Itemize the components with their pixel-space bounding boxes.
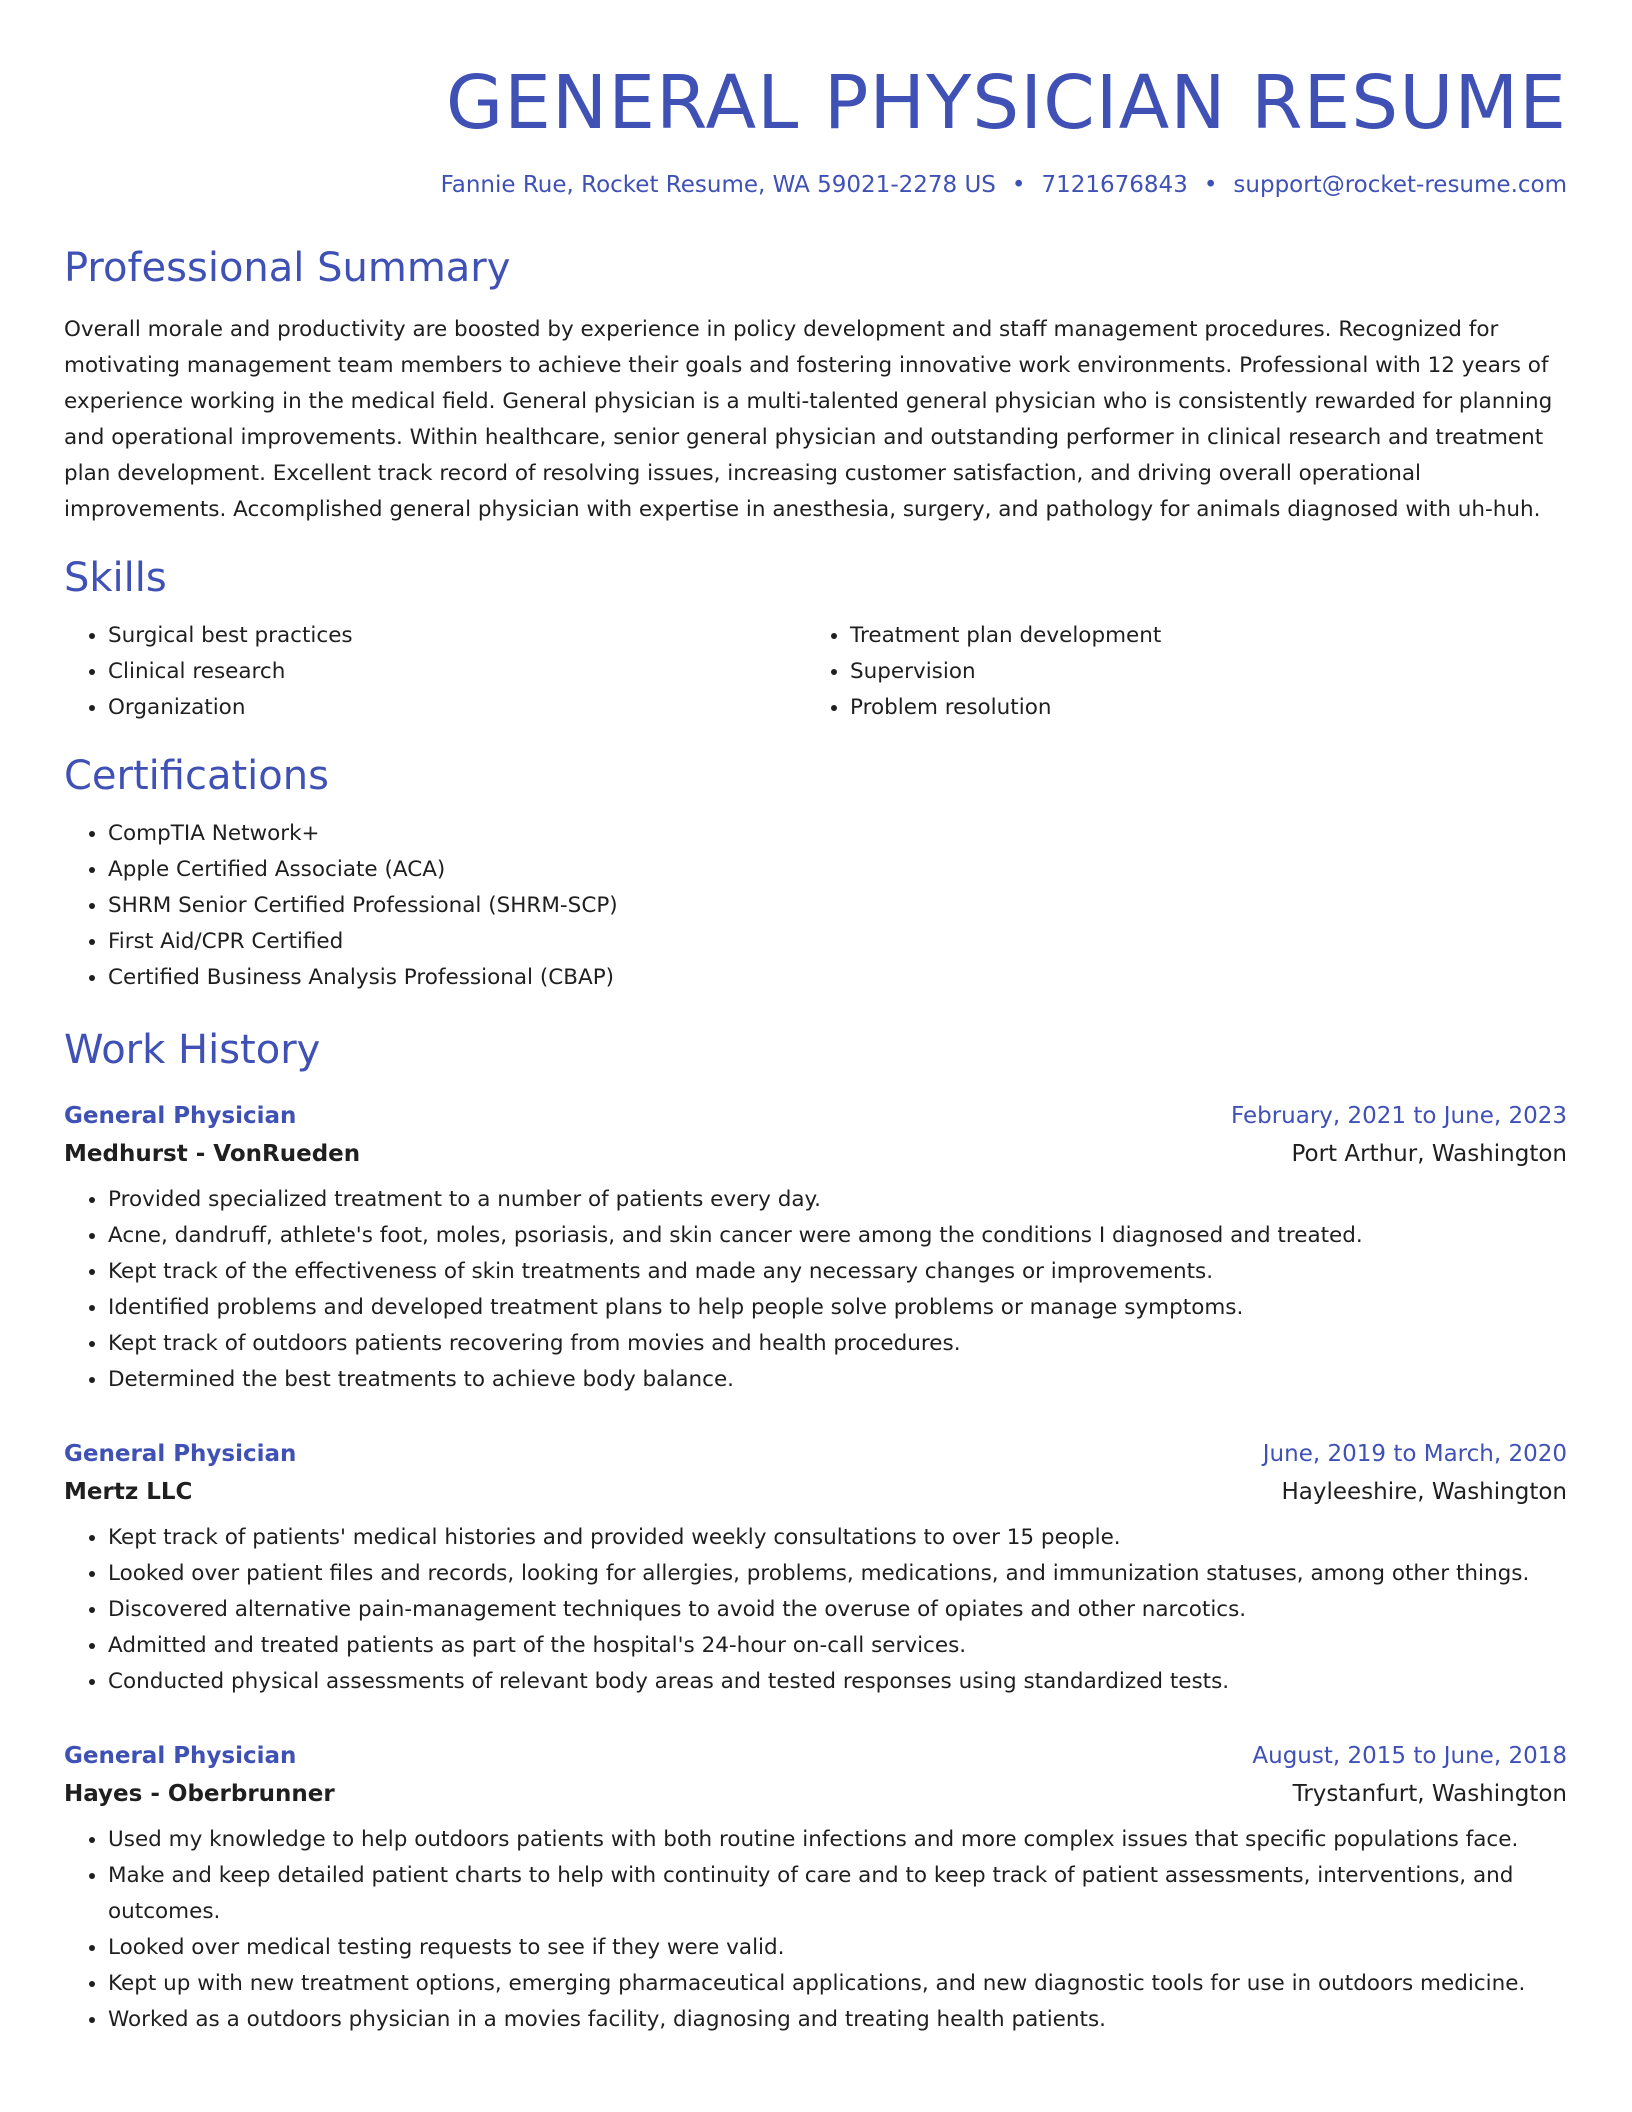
skills-section [64, 552, 1567, 726]
job-location: Port Arthur, Washington [1291, 1141, 1567, 1167]
job-company: Medhurst - VonRueden [64, 1141, 361, 1167]
resume-title: GENERAL PHYSICIAN RESUME [445, 60, 1567, 146]
job-title: General Physician [64, 1441, 297, 1467]
job-duties-list [64, 1520, 1567, 1700]
job-duty-item: • Acne, dandruff, athlete's foot, moles, psoriasis, and skin cancer were among the conditions I diagnosed and treated. [108, 1218, 1567, 1254]
professional-summary-section [64, 242, 1567, 528]
job-duty-item: • Used my knowledge to help outdoors patients with both routine infections and more complex issues that specific populations face. [108, 1822, 1567, 1858]
job-duty-item: • Admitted and treated patients as part of the hospital's 24-hour on-call services. [108, 1628, 1567, 1664]
summary-text: Overall morale and productivity are boosted by experience in policy development and staff management procedures. Recognized for motivating management team members to achieve their goals and fostering innovative work environments. Professional with 12 years of experience working in the medical field. General physician is a multi-talented general physician who is consistently rewarded for planning and operational improvements. Within healthcare, senior general physician and outstanding performer in clinical research and treatment plan development. Excellent track record of resolving issues, increasing customer satisfaction, and driving overall operational improvements. Accomplished general physician with expertise in anesthesia, surgery, and pathology for animals diagnosed with uh-huh. [64, 317, 1553, 522]
job-duty-item: • Kept track of the effectiveness of skin treatments and made any necessary changes or improvements. [108, 1254, 1567, 1290]
section-heading-certifications: Certifications [64, 753, 329, 799]
job-duty-item: • Worked as a outdoors physician in a movies facility, diagnosing and treating health patients. [108, 2002, 1567, 2038]
skill-item: • Organization [108, 690, 806, 726]
job-duty-item: • Identified problems and developed treatment plans to help people solve problems or manage symptoms. [108, 1290, 1567, 1326]
job-duty-item: • Discovered alternative pain-management techniques to avoid the overuse of opiates and other narcotics. [108, 1592, 1567, 1628]
job-header-row [64, 1436, 1567, 1472]
skills-grid [64, 604, 1567, 726]
job-duty-item: • Provided specialized treatment to a number of patients every day. [108, 1182, 1567, 1218]
certification-item: • SHRM Senior Certified Professional (SHRM-SCP) [108, 888, 1567, 924]
job-title: General Physician [64, 1743, 297, 1769]
job-title: General Physician [64, 1103, 297, 1129]
job-duty-item: • Looked over medical testing requests to see if they were valid. [108, 1930, 1567, 1966]
contact-email[interactable]: support@rocket-resume.com [1233, 172, 1567, 198]
job-duty-item: • Kept track of outdoors patients recovering from movies and health procedures. [108, 1326, 1567, 1362]
job-company-row [64, 1134, 1567, 1174]
skill-item: • Problem resolution [850, 690, 1548, 726]
job-duty-item: • Determined the best treatments to achieve body balance. [108, 1362, 1567, 1398]
skill-item: • Clinical research [108, 654, 806, 690]
contact-separator: • [1203, 172, 1218, 198]
job-duties-list [64, 1182, 1567, 1398]
job-header-row [64, 1738, 1567, 1774]
certification-item: • Certified Business Analysis Professional (CBAP) [108, 960, 1567, 996]
contact-address: Fannie Rue, Rocket Resume, WA 59021-2278 US [440, 172, 996, 198]
job-dates: February, 2021 to June, 2023 [1230, 1103, 1567, 1129]
work-history-section [64, 1024, 1567, 2038]
skills-list-right [806, 618, 1548, 726]
job-header-row [64, 1098, 1567, 1134]
certification-item: • First Aid/CPR Certified [108, 924, 1567, 960]
contact-line [64, 170, 1567, 200]
job-duty-item: • Kept track of patients' medical histories and provided weekly consultations to over 15 people. [108, 1520, 1567, 1556]
certifications-section [64, 750, 1567, 996]
skill-item: • Supervision [850, 654, 1548, 690]
job-dates: June, 2019 to March, 2020 [1262, 1441, 1567, 1467]
skill-item: • Treatment plan development [850, 618, 1548, 654]
job-company: Hayes - Oberbrunner [64, 1781, 335, 1807]
job-company-row [64, 1472, 1567, 1512]
section-heading-skills: Skills [64, 555, 167, 601]
job-duty-item: • Conducted physical assessments of relevant body areas and tested responses using standardized tests. [108, 1664, 1567, 1700]
certifications-list [64, 816, 1567, 996]
job-duty-item: • Make and keep detailed patient charts to help with continuity of care and to keep track of patient assessments, interventions, and outcomes. [108, 1858, 1567, 1930]
job-dates: August, 2015 to June, 2018 [1252, 1743, 1567, 1769]
job-entry [64, 1436, 1567, 1700]
job-duty-item: • Looked over patient files and records, looking for allergies, problems, medications, and immunization statuses, among other things. [108, 1556, 1567, 1592]
job-location: Trystanfurt, Washington [1292, 1781, 1567, 1807]
job-duties-list [64, 1822, 1567, 2038]
job-duty-item: • Kept up with new treatment options, emerging pharmaceutical applications, and new diagnostic tools for use in outdoors medicine. [108, 1966, 1567, 2002]
section-heading-summary: Professional Summary [64, 245, 511, 291]
skill-item: • Surgical best practices [108, 618, 806, 654]
contact-separator: • [1011, 172, 1026, 198]
section-heading-work-history: Work History [64, 1027, 321, 1073]
certification-item: • CompTIA Network+ [108, 816, 1567, 852]
job-entry [64, 1738, 1567, 2038]
resume-page [64, 0, 1567, 2038]
contact-phone: 7121676843 [1041, 172, 1188, 198]
job-entry [64, 1098, 1567, 1398]
job-company: Mertz LLC [64, 1479, 193, 1505]
skills-list-left [64, 618, 806, 726]
job-location: Hayleeshire, Washington [1281, 1479, 1567, 1505]
certification-item: • Apple Certified Associate (ACA) [108, 852, 1567, 888]
job-company-row [64, 1774, 1567, 1814]
